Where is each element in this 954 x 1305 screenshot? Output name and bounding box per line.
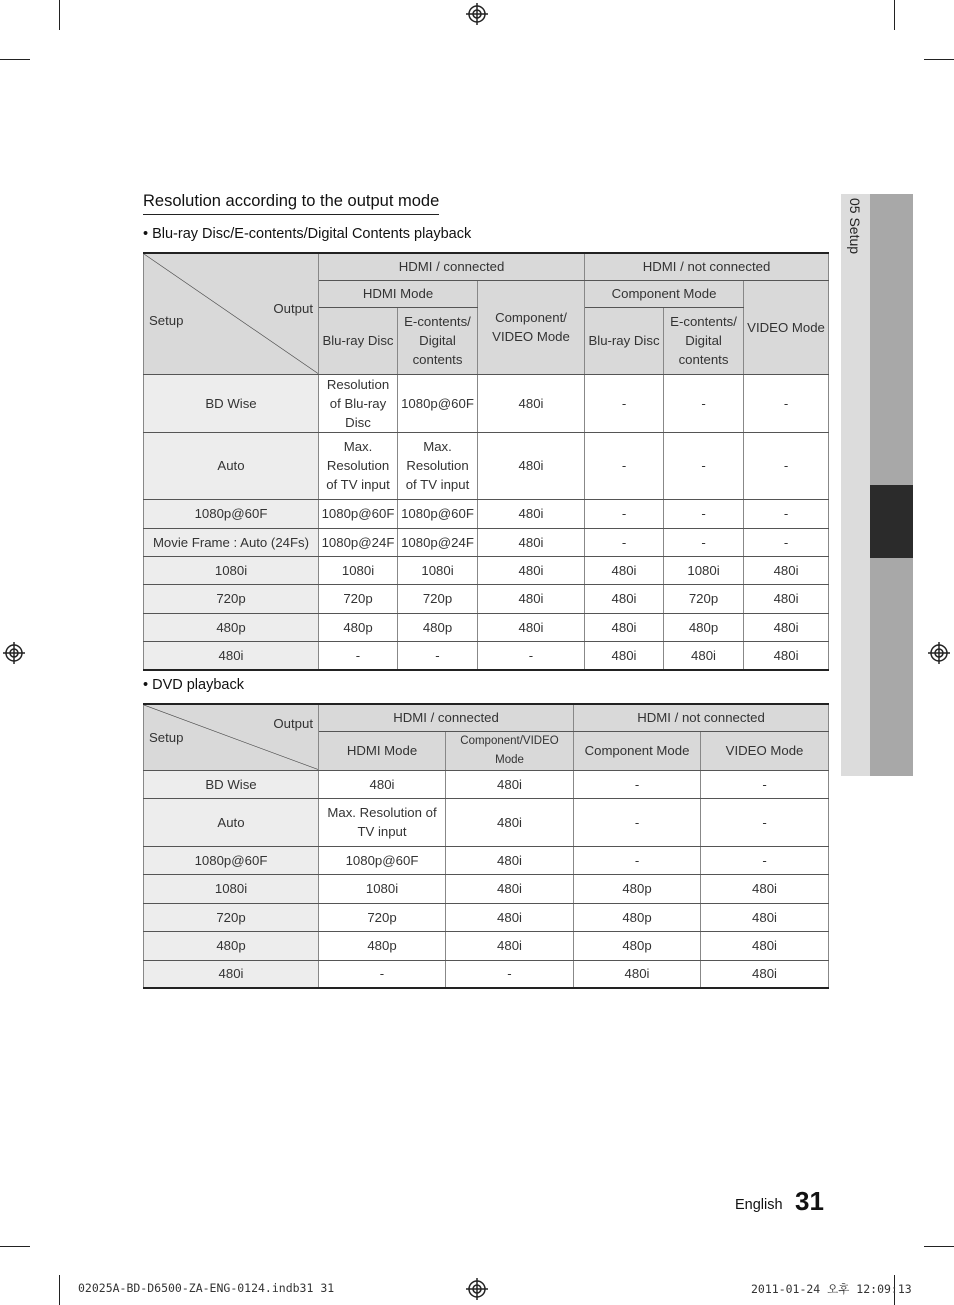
table-cell: 480i [585, 584, 664, 613]
table-cell: Max. Resolution of TV input [319, 798, 446, 846]
bluray-resolution-table [143, 252, 829, 671]
column-header: VIDEO Mode [701, 731, 829, 770]
crop-mark [894, 0, 895, 30]
column-group-header: HDMI / not connected [585, 253, 829, 280]
table-cell: 480i [585, 613, 664, 641]
column-header: Component Mode [585, 280, 744, 307]
side-tab-label: 05 Setup [847, 198, 863, 255]
table-cell: 1080p@60F [398, 499, 478, 528]
table-row [144, 613, 829, 641]
column-header: HDMI Mode [319, 731, 446, 770]
table-cell: 480p [664, 613, 744, 641]
table-cell: 480i [664, 641, 744, 670]
table-cell: 480i [478, 613, 585, 641]
corner-output-label: Output [273, 716, 313, 731]
table-cell: 480i [478, 528, 585, 556]
table-cell: 480i [585, 641, 664, 670]
table-cell: - [585, 374, 664, 432]
table-cell: 480i [446, 931, 574, 960]
column-header: Blu-ray Disc [585, 307, 664, 374]
table-cell: Max. Resolution of TV input [319, 432, 398, 499]
table-cell: - [744, 499, 829, 528]
table-cell: 480i [574, 960, 701, 988]
row-header-cell: Auto [144, 432, 319, 499]
row-header-cell: 480p [144, 613, 319, 641]
crop-mark [924, 1246, 954, 1247]
page-number: 31 [795, 1186, 824, 1216]
table-cell: 1080i [398, 556, 478, 584]
row-header-cell: 720p [144, 903, 319, 931]
table-cell: 480i [446, 874, 574, 903]
table-cell: - [664, 374, 744, 432]
page-language: English [735, 1197, 783, 1213]
table-cell: 480i [478, 584, 585, 613]
table-cell: 720p [319, 903, 446, 931]
table-cell: - [701, 798, 829, 846]
table-cell: - [664, 432, 744, 499]
table-cell: 1080p@60F [319, 499, 398, 528]
table-cell: 720p [319, 584, 398, 613]
row-header-cell: 1080p@60F [144, 846, 319, 874]
table-cell: 720p [664, 584, 744, 613]
table-cell: - [701, 846, 829, 874]
table-cell: - [664, 499, 744, 528]
column-group-header: HDMI / connected [319, 704, 574, 731]
table-cell: 480i [478, 374, 585, 432]
registration-mark-icon [3, 642, 25, 664]
table-row [144, 499, 829, 528]
table-cell: 480i [446, 903, 574, 931]
table-corner [144, 704, 319, 770]
column-header: HDMI Mode [319, 280, 478, 307]
table-cell: Resolution of Blu-ray Disc [319, 374, 398, 432]
table-cell: - [585, 432, 664, 499]
table-cell: 480i [701, 903, 829, 931]
table-cell: 1080i [664, 556, 744, 584]
row-header-cell: 1080i [144, 874, 319, 903]
table-cell: - [701, 770, 829, 798]
footer-filename: 02025A-BD-D6500-ZA-ENG-0124.indb31 31 [78, 1281, 335, 1295]
table-cell: 480i [701, 931, 829, 960]
table-cell: 480i [319, 770, 446, 798]
corner-setup-label: Setup [149, 730, 184, 745]
table-cell: 480i [701, 874, 829, 903]
table-cell: - [744, 432, 829, 499]
table-cell: 480i [744, 641, 829, 670]
column-header: E-contents/ Digital contents [664, 307, 744, 374]
table-cell: - [319, 960, 446, 988]
row-header-cell: 480i [144, 960, 319, 988]
footer-timestamp: 2011-01-24 오후 12:09:13 [751, 1282, 912, 1296]
table-cell: - [446, 960, 574, 988]
column-header: Component Mode [574, 731, 701, 770]
row-header-cell: BD Wise [144, 374, 319, 432]
table-cell: 480i [478, 499, 585, 528]
column-header: Blu-ray Disc [319, 307, 398, 374]
table-cell: - [574, 846, 701, 874]
table-corner [144, 253, 319, 374]
table-cell: 480i [744, 556, 829, 584]
crop-mark [0, 1246, 30, 1247]
corner-output-label: Output [273, 301, 313, 316]
table-cell: 480i [744, 613, 829, 641]
table-cell: 480i [701, 960, 829, 988]
table-row [144, 931, 829, 960]
table-row [144, 798, 829, 846]
table-cell: 1080i [319, 556, 398, 584]
table-row [144, 846, 829, 874]
table-row [144, 432, 829, 499]
column-header: VIDEO Mode [744, 280, 829, 374]
row-header-cell: 1080i [144, 556, 319, 584]
table-row [144, 374, 829, 432]
crop-mark [59, 0, 60, 30]
row-header-cell: BD Wise [144, 770, 319, 798]
crop-mark [59, 1275, 60, 1305]
table-row [144, 903, 829, 931]
row-header-cell: 1080p@60F [144, 499, 319, 528]
table-cell: 480i [585, 556, 664, 584]
table-cell: - [574, 770, 701, 798]
table-cell: 1080p@24F [398, 528, 478, 556]
table-row [144, 641, 829, 670]
crop-mark [924, 59, 954, 60]
table-cell: 480p [398, 613, 478, 641]
table-cell: - [398, 641, 478, 670]
registration-mark-icon [466, 3, 488, 25]
column-header: E-contents/ Digital contents [398, 307, 478, 374]
row-header-cell: Movie Frame : Auto (24Fs) [144, 528, 319, 556]
table-row [144, 556, 829, 584]
table-cell: 480p [319, 613, 398, 641]
corner-setup-label: Setup [149, 313, 184, 328]
row-header-cell: 480p [144, 931, 319, 960]
table-cell: 480i [478, 432, 585, 499]
table-row [144, 960, 829, 988]
column-header: Component/ VIDEO Mode [478, 280, 585, 374]
table-cell: 480p [574, 931, 701, 960]
bluray-bullet: • Blu-ray Disc/E-contents/Digital Contents playback [143, 226, 472, 242]
row-header-cell: Auto [144, 798, 319, 846]
table-cell: - [585, 499, 664, 528]
table-cell: - [319, 641, 398, 670]
table-row [144, 528, 829, 556]
row-header-cell: 720p [144, 584, 319, 613]
table-cell: 480p [319, 931, 446, 960]
table-cell: 480p [574, 874, 701, 903]
table-cell: - [585, 528, 664, 556]
table-cell: 1080p@24F [319, 528, 398, 556]
table-cell: 1080p@60F [398, 374, 478, 432]
registration-mark-icon [466, 1278, 488, 1300]
table-cell: - [744, 528, 829, 556]
crop-mark [0, 59, 30, 60]
table-cell: - [574, 798, 701, 846]
column-header: Component/VIDEO Mode [446, 731, 574, 770]
table-cell: 1080p@60F [319, 846, 446, 874]
dvd-bullet: • DVD playback [143, 677, 244, 693]
table-cell: 480i [744, 584, 829, 613]
table-cell: - [664, 528, 744, 556]
table-cell: - [478, 641, 585, 670]
registration-mark-icon [928, 642, 950, 664]
table-cell: 480i [446, 770, 574, 798]
table-cell: Max. Resolution of TV input [398, 432, 478, 499]
table-cell: 480i [446, 798, 574, 846]
table-cell: 480p [574, 903, 701, 931]
side-tab-active-marker [870, 485, 913, 558]
table-cell: 480i [446, 846, 574, 874]
table-row [144, 770, 829, 798]
column-group-header: HDMI / not connected [574, 704, 829, 731]
table-row [144, 874, 829, 903]
table-cell: - [744, 374, 829, 432]
column-group-header: HDMI / connected [319, 253, 585, 280]
row-header-cell: 480i [144, 641, 319, 670]
table-row [144, 584, 829, 613]
table-cell: 480i [478, 556, 585, 584]
dvd-resolution-table [143, 703, 829, 989]
table-cell: 720p [398, 584, 478, 613]
section-title: Resolution according to the output mode [143, 192, 439, 215]
table-cell: 1080i [319, 874, 446, 903]
